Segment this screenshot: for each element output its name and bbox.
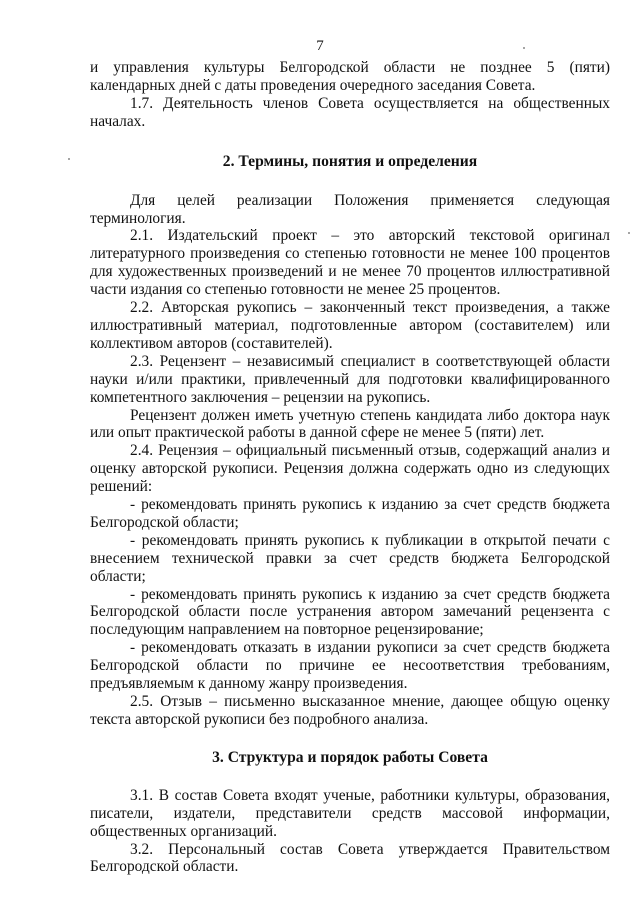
paragraph-3-1: 3.1. В состав Совета входят ученые, работники культуры, образования, писатели, издатели, представители средств массовой информации, общественных организаций. — [90, 786, 610, 840]
list-item-decision: - рекомендовать отказать в издании рукописи за счет средств бюджета Белгородской области по причине ее несоответствия требованиям, предъявляемым к данному жанру произведения. — [90, 639, 610, 693]
paragraph-3-2: 3.2. Персональный состав Совета утверждается Правительством Белгородской области. — [90, 840, 610, 876]
page-number: 7 — [316, 38, 324, 54]
paragraph-2-2: 2.2. Авторская рукопись – законченный текст произведения, а также иллюстративный материал, подготовленные автором (составителем) или коллективом авторов (составителей). — [90, 299, 610, 352]
paragraph-2-1: 2.1. Издательский проект – это авторский текстовой оригинал литературного произведения со степенью готовности не менее 100 процентов для художественных произведений и не менее 70 процентов иллюстративной части издания со степенью готовности не менее 25 процентов. — [90, 227, 610, 299]
list-item-decision: - рекомендовать принять рукопись к изданию за счет средств бюджета Белгородской области после устранения автором замечаний рецензента с последующим направлением на повторное рецензирование; — [90, 585, 610, 639]
paragraph-reviewer-requirements: Рецензент должен иметь учетную степень кандидата либо доктора наук или опыт практической работы в данной сфере не менее 5 (пяти) лет. — [90, 406, 610, 442]
scan-speck — [628, 232, 630, 234]
document-body — [90, 59, 610, 876]
list-item-decision: - рекомендовать принять рукопись к публикации в открытой печати с внесением технической правки за счет средств бюджета Белгородской области; — [90, 531, 610, 585]
paragraph-2-5: 2.5. Отзыв – письменно высказанное мнение, дающее общую оценку текста авторской рукописи без подробного анализа. — [90, 693, 610, 728]
list-item-decision: - рекомендовать принять рукопись к изданию за счет средств бюджета Белгородской области; — [90, 496, 610, 531]
paragraph-terminology-intro: Для целей реализации Положения применяется следующая терминология. — [90, 191, 610, 227]
paragraph-1-7: 1.7. Деятельность членов Совета осуществляется на общественных началах. — [90, 94, 610, 130]
paragraph-2-3: 2.3. Рецензент – независимый специалист в соответствующей области науки и/или практики, привлеченный для подготовки квалифицированного компетентного заключения – рецензии на рукопись. — [90, 352, 610, 406]
scan-speck — [68, 158, 70, 160]
section-heading-3: 3. Структура и порядок работы Совета — [212, 748, 488, 766]
paragraph-intro-continuation: и управления культуры Белгородской области не позднее 5 (пяти) календарных дней с даты проведения очередного заседания Совета. — [90, 59, 610, 94]
paragraph-2-4: 2.4. Рецензия – официальный письменный отзыв, содержащий анализ и оценку авторской рукописи. Рецензия должна содержать одно из следующих решений: — [90, 442, 610, 496]
section-heading-2: 2. Термины, понятия и определения — [222, 152, 478, 170]
scan-speck — [523, 47, 525, 49]
